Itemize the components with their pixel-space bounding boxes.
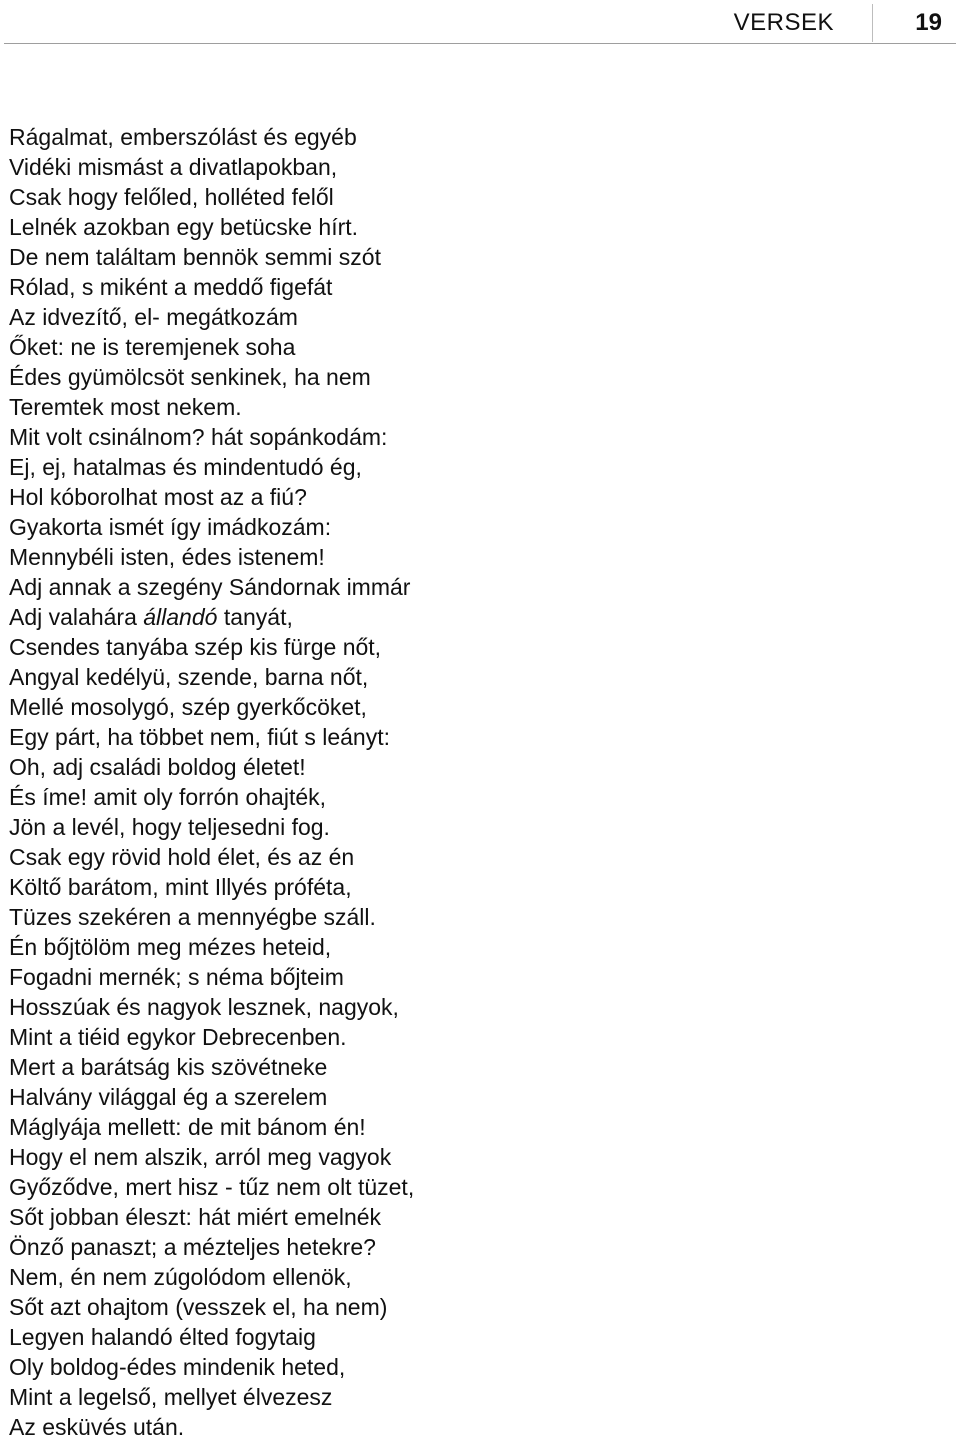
- poem-line: Tüzes szekéren a mennyégbe száll.: [9, 904, 376, 930]
- poem-line: Hogy el nem alszik, arról meg vagyok: [9, 1144, 392, 1170]
- poem-line: Lelnék azokban egy betücske hírt.: [9, 214, 359, 240]
- poem-line: Jön a levél, hogy teljesedni fog.: [9, 814, 330, 840]
- poem-line: Legyen halandó élted fogytaig: [9, 1324, 316, 1350]
- poem-line: De nem találtam bennök semmi szót: [9, 244, 381, 270]
- poem-line: Édes gyümölcsöt senkinek, ha nem: [9, 364, 371, 390]
- page-header: [0, 0, 960, 44]
- poem-line: Sőt azt ohajtom (vesszek el, ha nem): [9, 1294, 388, 1320]
- poem-line: Rólad, s miként a meddő figefát: [9, 274, 333, 300]
- poem-line: Fogadni mernék; s néma bőjteim: [9, 964, 344, 990]
- poem-line: Őket: ne is teremjenek soha: [9, 334, 296, 360]
- poem-line: És íme! amit oly forrón ohajték,: [9, 784, 327, 810]
- poem-line: Mert a barátság kis szövétneke: [9, 1054, 328, 1080]
- poem-line: Mellé mosolygó, szép gyerkőcöket,: [9, 694, 367, 720]
- italic-word: állandó: [143, 604, 218, 630]
- poem-line: Én bőjtölöm meg mézes heteid,: [9, 934, 332, 960]
- page-number: 19: [915, 9, 942, 36]
- poem-line: Győződve, mert hisz - tűz nem olt tüzet,: [9, 1174, 415, 1200]
- poem-line: Csak hogy felőled, holléted felől: [9, 184, 334, 210]
- poem-line: Mennybéli isten, édes istenem!: [9, 544, 325, 570]
- poem-line: Sőt jobban éleszt: hát miért emelnék: [9, 1204, 382, 1230]
- poem-line: Csak egy rövid hold élet, és az én: [9, 844, 355, 870]
- poem-line: Egy párt, ha többet nem, fiút s leányt:: [9, 724, 390, 750]
- poem-line: Mint a tiéid egykor Debrecenben.: [9, 1024, 347, 1050]
- poem-line: Rágalmat, emberszólást és egyéb: [9, 124, 357, 150]
- poem-line-text: Adj valahára: [9, 604, 144, 630]
- poem-line: Mint a legelső, mellyet élvezesz: [9, 1384, 333, 1410]
- poem-line: Az esküvés után.: [9, 1414, 185, 1440]
- poem-line: Oly boldog-édes mindenik heted,: [9, 1354, 346, 1380]
- poem-line: Teremtek most nekem.: [9, 394, 242, 420]
- header-divider: [872, 4, 873, 42]
- poem-line: Ej, ej, hatalmas és mindentudó ég,: [9, 454, 362, 480]
- poem-line: Költő barátom, mint Illyés próféta,: [9, 874, 352, 900]
- poem-line: Csendes tanyába szép kis fürge nőt,: [9, 634, 382, 660]
- poem-line: Hol kóborolhat most az a fiú?: [9, 484, 307, 510]
- poem-line: Vidéki mismást a divatlapokban,: [9, 154, 338, 180]
- poem-line-with-italic: [9, 602, 949, 632]
- poem-line: Angyal kedélyü, szende, barna nőt,: [9, 664, 369, 690]
- poem-line: Halvány világgal ég a szerelem: [9, 1084, 328, 1110]
- poem-line: Máglyája mellett: de mit bánom én!: [9, 1114, 366, 1140]
- header-rule: [4, 43, 956, 44]
- poem-line: Nem, én nem zúgolódom ellenök,: [9, 1264, 352, 1290]
- poem-line: Gyakorta ismét így imádkozám:: [9, 514, 332, 540]
- poem-line: Adj annak a szegény Sándornak immár: [9, 574, 411, 600]
- poem-line: Az idvezítő, el- megátkozám: [9, 304, 298, 330]
- running-head-title: VERSEK: [733, 9, 834, 36]
- poem-line-text: tanyát,: [217, 604, 293, 630]
- poem-line: Hosszúak és nagyok lesznek, nagyok,: [9, 994, 399, 1020]
- poem-line: Önző panaszt; a mézteljes hetekre?: [9, 1234, 376, 1260]
- poem-body: [9, 122, 949, 1442]
- poem-line: Mit volt csinálnom? hát sopánkodám:: [9, 424, 388, 450]
- poem-line: Oh, adj családi boldog életet!: [9, 754, 306, 780]
